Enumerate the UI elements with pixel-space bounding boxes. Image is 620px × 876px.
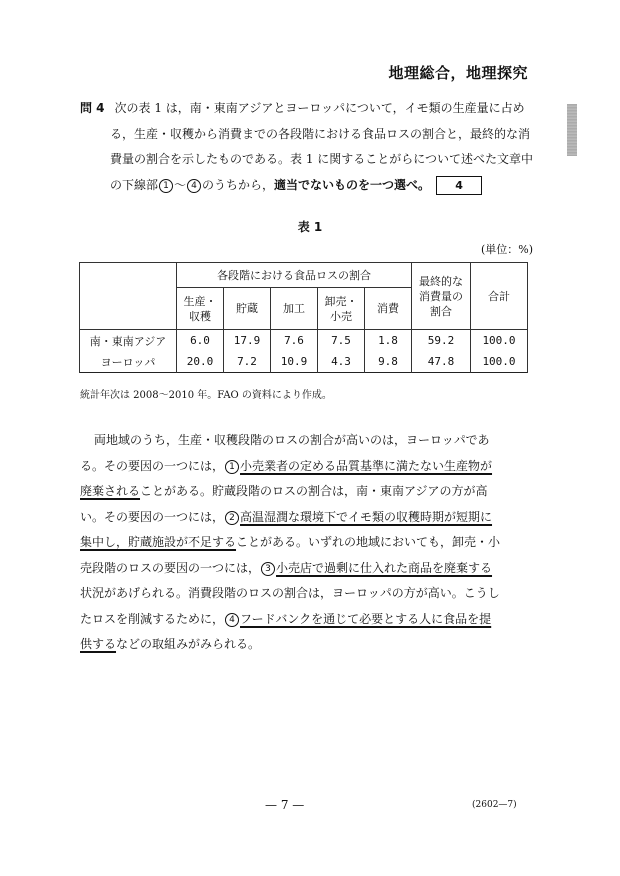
table-source-note: 統計年次は 2008～2010 年。FAO の資料により作成。: [80, 390, 332, 401]
food-loss-table: [79, 262, 528, 373]
group-header: 各段階における食品ロスの割合: [177, 263, 412, 288]
question-text: 次の表 1 は，南・東南アジアとヨーロッパについて，イモ類の生産量に占め: [114, 101, 525, 115]
row-label: ヨーロッパ: [80, 351, 177, 373]
underlined-statement-2-cont: 集中し，貯蔵施設が不足する: [80, 535, 237, 549]
page-number: — 7 —: [265, 798, 305, 812]
circled-number-marker: 1: [225, 460, 239, 474]
table-cell: 20.0: [177, 351, 224, 373]
underlined-statement-4: フードバンクを通じて必要とする人に食品を提: [240, 611, 492, 626]
column-header-final: 最終的な 消費量の 割合: [412, 263, 471, 330]
range-separator: ～: [174, 177, 187, 192]
circled-number-marker: 4: [225, 613, 239, 627]
passage-line: [80, 556, 540, 582]
table-cell: 59.2: [412, 330, 471, 352]
table-unit: (単位：%): [480, 243, 533, 256]
underlined-statement-4-cont: 供する: [80, 637, 117, 651]
table-cell: 7.6: [271, 330, 318, 352]
question-block: [80, 96, 550, 198]
corner-cell: [80, 263, 177, 330]
circled-number-marker: 1: [159, 179, 173, 193]
table-cell: 47.8: [412, 351, 471, 373]
column-header: 加工: [271, 288, 318, 330]
table-cell: 7.5: [318, 330, 365, 352]
underlined-statement-1-cont: 廃棄される: [80, 484, 141, 498]
passage-text: る。その要因の一つには，: [80, 458, 225, 473]
question-line-2: る，生産・収穫から消費までの各段階における食品ロスの割合と，最終的な消: [110, 126, 531, 141]
passage-text: い。その要因の一つには，: [80, 509, 225, 524]
table-cell: 7.2: [224, 351, 271, 373]
circled-number-marker: 2: [225, 511, 239, 525]
passage-line: [80, 530, 540, 556]
passage-text: などの取組みがみられる。: [116, 637, 261, 651]
passage-line: [80, 479, 540, 505]
subject-header: 地理総合，地理探究: [388, 64, 528, 82]
column-header: 生産・ 収穫: [177, 288, 224, 330]
table-cell: 1.8: [365, 330, 412, 352]
table-title: 表 1: [297, 220, 323, 234]
question-text: の下線部: [110, 177, 159, 192]
underlined-statement-3: 小売店で過剰に仕入れた商品を廃棄する: [276, 560, 493, 575]
question-line-3: 費量の割合を示したものである。表 1 に関することがらについて述べた文章中: [110, 152, 534, 166]
passage-line: [80, 632, 540, 658]
passage-line: [80, 607, 540, 633]
row-label: 南・東南アジア: [80, 330, 177, 352]
table-cell: 17.9: [224, 330, 271, 352]
answer-box[interactable]: 4: [436, 176, 482, 195]
passage-text: 売段階のロスの要因の一つには，: [80, 560, 261, 575]
question-line-1: [80, 96, 550, 122]
circled-number-marker: 4: [187, 179, 201, 193]
column-header: 消費: [365, 288, 412, 330]
page-code: (2602—7): [472, 800, 517, 810]
passage-line: [80, 454, 540, 480]
question-line-4: [80, 173, 550, 199]
column-header-total: 合計: [471, 263, 528, 330]
passage-line: 両地域のうち，生産・収穫段階のロスの割合が高いのは，ヨーロッパであ: [94, 433, 490, 447]
table-cell: 100.0: [471, 351, 528, 373]
passage-text: たロスを削減するために，: [80, 611, 225, 626]
passage-line: [80, 505, 540, 531]
question-text: のうちから，: [202, 177, 275, 192]
table-cell: 4.3: [318, 351, 365, 373]
table-row: [80, 351, 528, 373]
passage-line: 状況があげられる。消費段階のロスの割合は，ヨーロッパの方が高い。こうし: [80, 586, 500, 600]
question-instruction: 適当でないものを一つ選べ。: [274, 177, 431, 192]
table-row: [80, 330, 528, 352]
column-header: 卸売・ 小売: [318, 288, 365, 330]
table-cell: 6.0: [177, 330, 224, 352]
table-cell: 9.8: [365, 351, 412, 373]
underlined-statement-1: 小売業者の定める品質基準に満たない生産物が: [240, 458, 493, 473]
column-header: 貯蔵: [224, 288, 271, 330]
passage-text: ことがある。いずれの地域においても，卸売・小: [236, 535, 501, 549]
question-number: 問 4: [80, 101, 105, 115]
passage-text: ことがある。貯蔵段階のロスの割合は，南・東南アジアの方が高: [140, 484, 488, 498]
passage: [80, 428, 540, 658]
circled-number-marker: 3: [261, 562, 275, 576]
table-cell: 100.0: [471, 330, 528, 352]
underlined-statement-2: 高温湿潤な環境下でイモ類の収穫時期が短期に: [240, 509, 493, 524]
table-cell: 10.9: [271, 351, 318, 373]
side-index-tab: [567, 104, 577, 156]
